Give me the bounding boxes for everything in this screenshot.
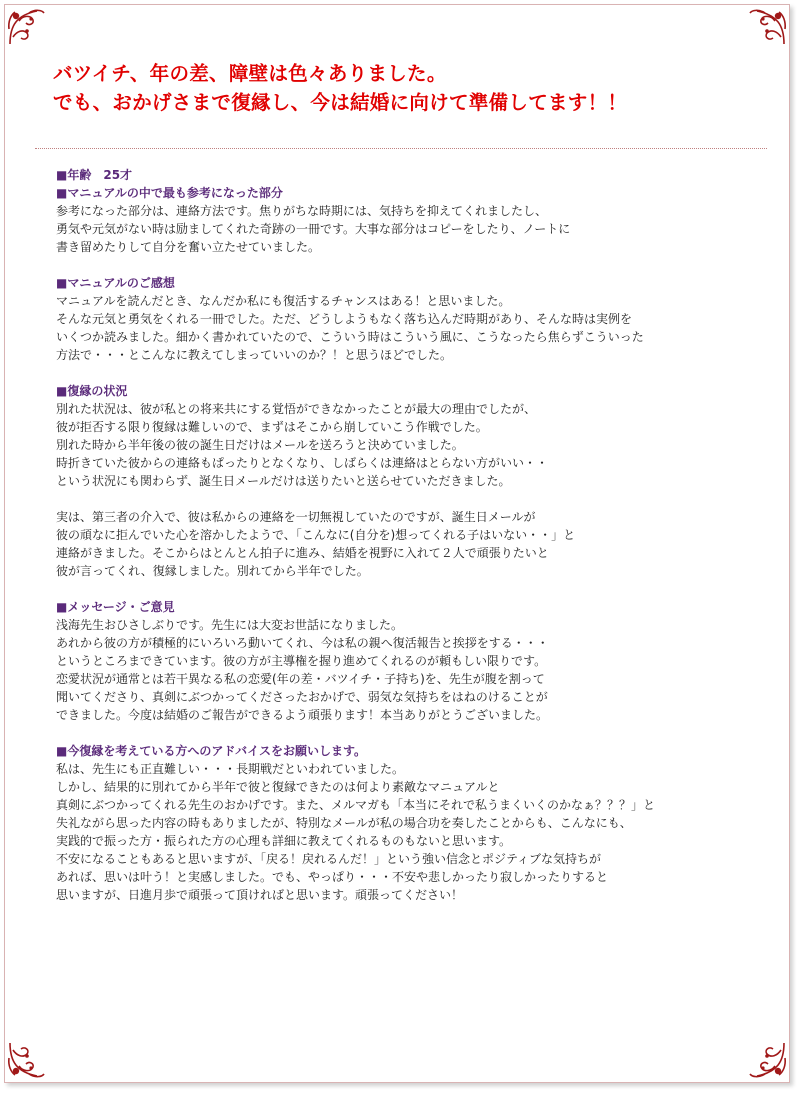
floral-ornament-icon <box>747 7 787 47</box>
body-line: 聞いてくださり、真剣にぶつかってくださったおかげで、弱気な気持ちをはねのけることが <box>56 690 548 704</box>
body-line: 実は、第三者の介入で、彼は私からの連絡を一切無視していたのですが、誕生日メールが <box>56 510 536 524</box>
body-line: 書き留めたりして自分を奮い立たせていました。 <box>56 240 321 254</box>
section-advice <box>56 742 756 904</box>
status-heading: ■復縁の状況 <box>56 384 128 398</box>
testimonial-frame <box>4 4 790 1083</box>
body-line: 私は、先生にも正直難しい・・・長期戦だといわれていました。 <box>56 762 405 776</box>
testimonial-content <box>56 166 756 922</box>
manual-reference-heading: ■マニュアルの中で最も参考になった部分 <box>56 186 283 200</box>
body-line: 恋愛状況が通常とは若干異なる私の恋愛(年の差・バツイチ・子持ち)を、先生が腹を割って <box>56 672 545 686</box>
body-line: 浅海先生おひさしぶりです。先生には大変お世話になりました。 <box>56 618 404 632</box>
advice-heading: ■今復縁を考えている方へのアドバイスをお願いします。 <box>56 744 367 758</box>
age-heading: ■年齢 25才 <box>56 168 133 182</box>
body-line: 別れた時から半年後の彼の誕生日だけはメールを送ろうと決めていました。 <box>56 438 464 452</box>
headline <box>53 59 753 117</box>
headline-line-1: バツイチ、年の差、障壁は色々ありました。 <box>53 62 447 85</box>
body-line: 思いますが、日進月歩で頑張って頂ければと思います。頑張ってください！ <box>56 888 464 902</box>
body-line: マニュアルを読んだとき、なんだか私にも復活するチャンスはある！と思いました。 <box>56 294 511 308</box>
body-line: という状況にも関わらず、誕生日メールだけは送りたいと送らせていただきました。 <box>56 474 511 488</box>
body-line: そんな元気と勇気をくれる一冊でした。ただ、どうしようもなく落ち込んだ時期があり、そんな時は実例を <box>56 312 633 326</box>
paragraph-gap <box>56 490 756 508</box>
body-line: 参考になった部分は、連絡方法です。焦りがちな時期には、気持ちを抑えてくれましたし、 <box>56 204 548 218</box>
floral-ornament-icon <box>7 7 47 47</box>
body-line: 時折きていた彼からの連絡もぱったりとなくなり、しばらくは連絡はとらない方がいい・・ <box>56 456 549 470</box>
message-heading: ■メッセージ・ご意見 <box>56 600 175 614</box>
body-line: 不安になることもあると思いますが、「戻る！戻れるんだ！」という強い信念とポジティブな気持ちが <box>56 852 602 866</box>
section-impressions <box>56 274 756 364</box>
section-message <box>56 598 756 724</box>
body-line: 彼の頑なに拒んでいた心を溶かしたようで、「こんなに(自分を)想ってくれる子はいない・・」と <box>56 528 576 542</box>
headline-line-2: でも、おかげさまで復縁し、今は結婚に向けて準備してます！！ <box>53 91 628 114</box>
body-line: 連絡がきました。そこからはとんとん拍子に進み、結婚を視野に入れて２人で頑張りたいと <box>56 546 549 560</box>
dotted-divider <box>35 148 767 149</box>
body-line: 真剣にぶつかってくれる先生のおかげです。また、メルマガも「本当にそれで私うまくいくのかなぁ？？？」と <box>56 798 656 812</box>
body-line: 別れた状況は、彼が私との将来共にする覚悟ができなかったことが最大の理由でしたが、 <box>56 402 537 416</box>
body-line: というところまできています。彼の方が主導権を握り進めてくれるのが頼もしい限りです。 <box>56 654 547 668</box>
body-line: 実践的で振った方・振られた方の心理も詳細に教えてくれるものもないと思います。 <box>56 834 512 848</box>
section-age-and-reference <box>56 166 756 256</box>
floral-ornament-icon <box>7 1040 47 1080</box>
body-line: 方法で・・・とこんなに教えてしまっていいのか？！と思うほどでした。 <box>56 348 453 362</box>
floral-ornament-icon <box>747 1040 787 1080</box>
body-line: 彼が言ってくれ、復縁しました。別れてから半年でした。 <box>56 564 369 578</box>
impressions-heading: ■マニュアルのご感想 <box>56 276 175 290</box>
body-line: 勇気や元気がない時は励ましてくれた奇跡の一冊です。大事な部分はコピーをしたり、ノートに <box>56 222 571 236</box>
body-line: あれば、思いは叶う！と実感しました。でも、やっぱり・・・不安や悲しかったり寂しかったりすると <box>56 870 609 884</box>
body-line: あれから彼の方が積極的にいろいろ動いてくれ、今は私の親へ復活報告と挨拶をする・・・ <box>56 636 549 650</box>
body-line: 彼が拒否する限り復縁は難しいので、まずはそこから崩していこう作戦でした。 <box>56 420 488 434</box>
body-line: できました。今度は結婚のご報告ができるよう頑張ります！本当ありがとうございました。 <box>56 708 549 722</box>
body-line: いくつか読みました。細かく書かれていたので、こういう時はこういう風に、こうなったら焦らずこういった <box>56 330 644 344</box>
body-line: 失礼ながら思った内容の時もありましたが、特別なメールが私の場合功を奏したことからも、こんなにも、 <box>56 816 632 830</box>
section-status <box>56 382 756 580</box>
body-line: しかし、結果的に別れてから半年で彼と復縁できたのは何より素敵なマニュアルと <box>56 780 500 794</box>
